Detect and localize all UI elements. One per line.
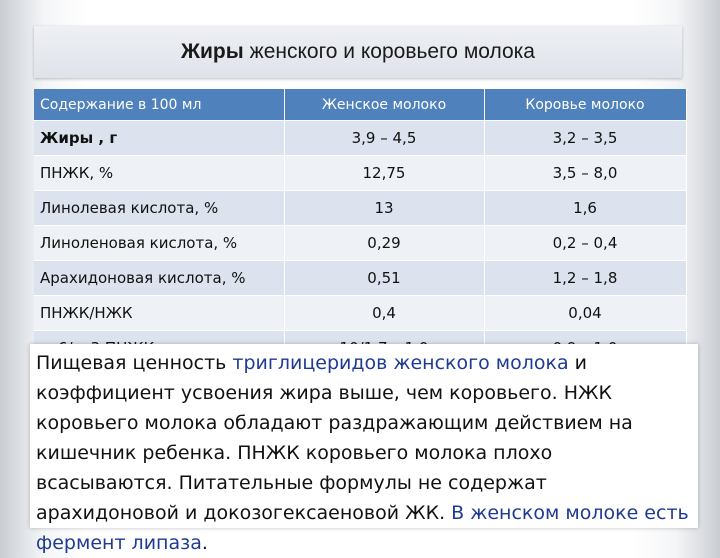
table-row (34, 226, 686, 261)
table-row (34, 121, 686, 156)
title-rest: женского и коровьего молока (249, 40, 535, 63)
cow-value: 3,2 – 3,5 (484, 121, 686, 156)
row-label: Линоленовая кислота, % (34, 226, 284, 261)
row-label: Жиры , г (34, 121, 284, 156)
note-text-1: Пищевая ценность (36, 352, 233, 374)
note-highlight-2: В женском молоке есть фермент липаза (36, 502, 689, 554)
header-cow-milk: Коровье молоко (484, 89, 686, 121)
table-row (34, 296, 686, 331)
row-label: ПНЖК, % (34, 156, 284, 191)
note-text-3: . (201, 532, 208, 554)
cow-value: 0,2 – 0,4 (484, 226, 686, 261)
slide-title (34, 26, 682, 78)
note-highlight-1: триглицеридов женского молока (232, 352, 569, 374)
table-row (34, 191, 686, 226)
women-value: 12,75 (284, 156, 484, 191)
cow-value: 3,5 – 8,0 (484, 156, 686, 191)
women-value: 0,29 (284, 226, 484, 261)
note-text-2: и коэффициент усвоения жира выше, чем коровьего. НЖК коровьего молока обладают раздражающим действием на кишечник ребенка. ПНЖК коровьего молока плохо всасываются. Питательные формулы не содержат арахидоновой и докозогексаеновой ЖК. (36, 352, 633, 524)
row-label: Линолевая кислота, % (34, 191, 284, 226)
table-header-row (34, 89, 686, 121)
women-value: 0,4 (284, 296, 484, 331)
cow-value: 0,04 (484, 296, 686, 331)
women-value: 13 (284, 191, 484, 226)
women-value: 3,9 – 4,5 (284, 121, 484, 156)
fat-comparison-table (34, 89, 687, 365)
cow-value: 1,6 (484, 191, 686, 226)
table-row (34, 261, 686, 296)
table-row (34, 156, 686, 191)
row-label: ПНЖК/НЖК (34, 296, 284, 331)
header-content: Содержание в 100 мл (34, 89, 284, 121)
header-women-milk: Женское молоко (284, 89, 484, 121)
summary-text-box (30, 344, 698, 554)
cow-value: 1,2 – 1,8 (484, 261, 686, 296)
title-bold: Жиры (181, 40, 244, 63)
women-value: 0,51 (284, 261, 484, 296)
row-label: Арахидоновая кислота, % (34, 261, 284, 296)
